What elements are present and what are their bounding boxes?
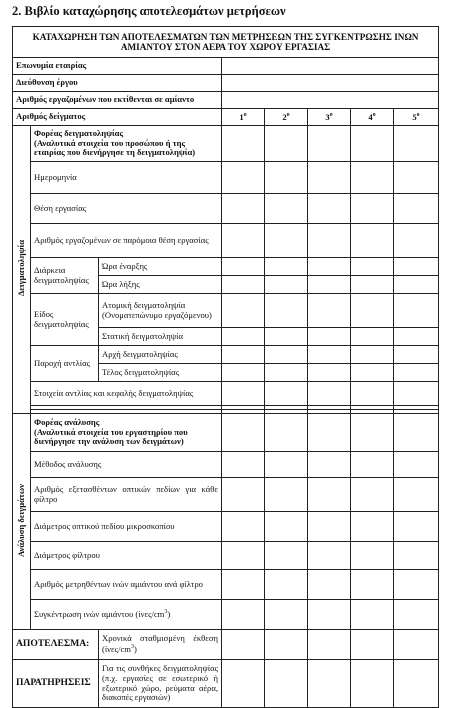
concentration-label: Συγκέντρωση ινών αμιάντου $(ί\nu\varepsilon\varsigma/cm^3)$: [31, 600, 222, 630]
cell[interactable]: [308, 276, 351, 294]
project-address-field[interactable]: [222, 75, 439, 92]
personal-sampling-label: Ατομική δειγματοληψία (Ονοματεπώνυμο εργαζόμενου): [99, 294, 222, 328]
cell[interactable]: [351, 452, 394, 478]
cell[interactable]: [308, 258, 351, 276]
analysis-method-label: Μέθοδος ανάλυσης: [31, 452, 222, 478]
cell[interactable]: [394, 570, 439, 600]
cell[interactable]: [351, 194, 394, 224]
cell[interactable]: [351, 346, 394, 364]
cell[interactable]: [351, 126, 394, 162]
cell[interactable]: [222, 224, 265, 258]
cell[interactable]: [308, 542, 351, 570]
cell[interactable]: [308, 478, 351, 512]
cell[interactable]: [308, 328, 351, 346]
cell[interactable]: [265, 162, 308, 194]
cell[interactable]: [265, 294, 308, 328]
cell[interactable]: [222, 346, 265, 364]
cell[interactable]: [265, 276, 308, 294]
cell[interactable]: [394, 660, 439, 708]
sample-col-2: $2^o$: [265, 109, 308, 126]
cell[interactable]: [222, 194, 265, 224]
cell[interactable]: [351, 512, 394, 542]
duration-label: Διάρκεια δειγματοληψίας: [31, 258, 99, 294]
cell[interactable]: [265, 224, 308, 258]
cell[interactable]: [265, 364, 308, 382]
cell[interactable]: [308, 512, 351, 542]
cell[interactable]: [222, 294, 265, 328]
result-label: ΑΠΟΤΕΛΕΣΜΑ:: [13, 630, 99, 660]
cell[interactable]: [222, 630, 265, 660]
cell[interactable]: [222, 478, 265, 512]
cell[interactable]: [351, 414, 394, 452]
cell[interactable]: [394, 224, 439, 258]
fields-examined-label: Αριθμός εξετασθέντων οπτικών πεδίων για κάθε φίλτρο: [31, 478, 222, 512]
cell[interactable]: [308, 382, 351, 406]
cell[interactable]: [394, 512, 439, 542]
cell[interactable]: [394, 162, 439, 194]
cell[interactable]: [265, 346, 308, 364]
cell[interactable]: [308, 346, 351, 364]
cell[interactable]: [351, 478, 394, 512]
cell[interactable]: [351, 224, 394, 258]
cell[interactable]: [351, 660, 394, 708]
cell[interactable]: [222, 382, 265, 406]
cell[interactable]: [265, 382, 308, 406]
flow-start-label: Αρχή δειγματοληψίας: [99, 346, 222, 364]
cell[interactable]: [222, 126, 265, 162]
cell[interactable]: [308, 414, 351, 452]
date-label: Ημερομηνία: [31, 162, 222, 194]
sample-col-4: $4^o$: [351, 109, 394, 126]
remarks-label: ΠΑΡΑΤΗΡΗΣΕΙΣ: [13, 660, 99, 708]
cell[interactable]: [394, 452, 439, 478]
cell[interactable]: [394, 630, 439, 660]
workers-exposed-label: Αριθμός εργαζομένων που εκτίθενται σε αμίαντο: [13, 92, 222, 109]
sampling-body-label: Φορέας δειγματοληψίας (Αναλυτικά στοιχεία του προσώπου ή της εταιρίας που διενήργησε τη δειγματοληψία): [31, 126, 222, 162]
flow-end-label: Τέλος δειγματοληψίας: [99, 364, 222, 382]
cell[interactable]: [394, 382, 439, 406]
cell[interactable]: [222, 600, 265, 630]
cell[interactable]: [351, 276, 394, 294]
cell[interactable]: [222, 512, 265, 542]
analysis-body-label: Φορέας ανάλυσης (Αναλυτικά στοιχεία του εργαστηρίου που διενήργησε την ανάλυση των δειγμάτων): [31, 414, 222, 452]
sampling-section-label: Δειγματοληψία: [13, 126, 31, 414]
cell[interactable]: [265, 126, 308, 162]
cell[interactable]: [394, 194, 439, 224]
sample-col-5: $5^o$: [394, 109, 439, 126]
cell[interactable]: [222, 660, 265, 708]
cell[interactable]: [351, 294, 394, 328]
cell[interactable]: [222, 162, 265, 194]
cell[interactable]: [308, 452, 351, 478]
cell[interactable]: [394, 478, 439, 512]
cell[interactable]: [265, 194, 308, 224]
cell[interactable]: [351, 630, 394, 660]
cell[interactable]: [394, 346, 439, 364]
cell[interactable]: [394, 414, 439, 452]
company-name-label: Επωνυμία εταιρίας: [13, 58, 222, 75]
cell[interactable]: [308, 162, 351, 194]
field-diameter-label: Διάμετρος οπτικού πεδίου μικροσκοπίου: [31, 512, 222, 542]
cell[interactable]: [265, 542, 308, 570]
cell[interactable]: [222, 258, 265, 276]
cell[interactable]: [265, 600, 308, 630]
cell[interactable]: [222, 328, 265, 346]
company-name-field[interactable]: [222, 58, 439, 75]
cell[interactable]: [351, 364, 394, 382]
cell[interactable]: [308, 600, 351, 630]
cell[interactable]: [222, 570, 265, 600]
cell[interactable]: [265, 478, 308, 512]
cell[interactable]: [351, 382, 394, 406]
cell[interactable]: [265, 630, 308, 660]
cell[interactable]: [351, 600, 394, 630]
remarks-text: Για τις συνθήκες δειγματοληψίας (π.χ. εργασίες σε εσωτερικό ή εξωτερικό χώρο, ρεύματα αέρα, διακοπές εργασιών): [99, 660, 222, 708]
cell[interactable]: [222, 276, 265, 294]
cell[interactable]: [265, 328, 308, 346]
cell[interactable]: [351, 542, 394, 570]
sample-number-label: Αριθμός δείγματος: [13, 109, 222, 126]
project-address-label: Διεύθυνση έργου: [13, 75, 222, 92]
cell[interactable]: [394, 542, 439, 570]
cell[interactable]: [308, 630, 351, 660]
cell[interactable]: [308, 294, 351, 328]
asbestos-measurement-register-table: [12, 26, 439, 708]
cell[interactable]: [308, 570, 351, 600]
work-position-label: Θέση εργασίας: [31, 194, 222, 224]
result-text: Χρονικά σταθμισμένη έκθεση $(ί\nu\varepsilon\varsigma/cm^3)$: [99, 630, 222, 660]
workers-exposed-field[interactable]: [222, 92, 439, 109]
cell[interactable]: [265, 414, 308, 452]
cell[interactable]: [265, 258, 308, 276]
cell[interactable]: [394, 126, 439, 162]
pump-flow-label: Παροχή αντλίας: [31, 346, 99, 382]
cell[interactable]: [308, 660, 351, 708]
cell[interactable]: [394, 276, 439, 294]
cell[interactable]: [351, 570, 394, 600]
filter-diameter-label: Διάμετρος φίλτρου: [31, 542, 222, 570]
cell[interactable]: [308, 126, 351, 162]
cell[interactable]: [222, 364, 265, 382]
cell[interactable]: [222, 414, 265, 452]
cell[interactable]: [222, 452, 265, 478]
cell[interactable]: [265, 570, 308, 600]
cell[interactable]: [265, 660, 308, 708]
pump-data-label: Στοιχεία αντλίας και κεφαλής δειγματοληψίας: [31, 382, 222, 406]
end-time-label: Ώρα λήξης: [99, 276, 222, 294]
cell[interactable]: [265, 452, 308, 478]
static-sampling-label: Στατική δειγματοληψία: [99, 328, 222, 346]
cell[interactable]: [351, 328, 394, 346]
workers-similar-label: Αριθμός εργαζομένων σε παρόμοια θέση εργασίας: [31, 224, 222, 258]
sample-col-3: $3^o$: [308, 109, 351, 126]
cell[interactable]: [394, 328, 439, 346]
cell[interactable]: [308, 364, 351, 382]
sample-col-1: $1^o$: [222, 109, 265, 126]
cell[interactable]: [222, 542, 265, 570]
cell[interactable]: [394, 258, 439, 276]
cell[interactable]: [308, 224, 351, 258]
sampling-type-label: Είδος δειγματοληψίας: [31, 294, 99, 346]
cell[interactable]: [394, 364, 439, 382]
cell[interactable]: [394, 294, 439, 328]
fibres-counted-label: Αριθμός μετρηθέντων ινών αμιάντου ανά φίλτρο: [31, 570, 222, 600]
cell[interactable]: [265, 512, 308, 542]
table-header: ΚΑΤΑΧΩΡΗΣΗ ΤΩΝ ΑΠΟΤΕΛΕΣΜΑΤΩΝ ΤΩΝ ΜΕΤΡΗΣΕΩΝ ΤΗΣ ΣΥΓΚΕΝΤΡΩΣΗΣ ΙΝΩΝ ΑΜΙΑΝΤΟΥ ΣΤΟΝ ΑΕΡΑ ΤΟΥ ΧΩΡΟΥ ΕΡΓΑΣΙΑΣ: [13, 27, 439, 58]
start-time-label: Ώρα έναρξης: [99, 258, 222, 276]
analysis-section-label: Ανάλυση δειγμάτων: [13, 414, 31, 630]
cell[interactable]: [394, 600, 439, 630]
section-title: 2. Βιβλίο καταχώρησης αποτελεσμάτων μετρήσεων: [12, 4, 286, 18]
cell[interactable]: [351, 258, 394, 276]
cell[interactable]: [351, 162, 394, 194]
cell[interactable]: [308, 194, 351, 224]
